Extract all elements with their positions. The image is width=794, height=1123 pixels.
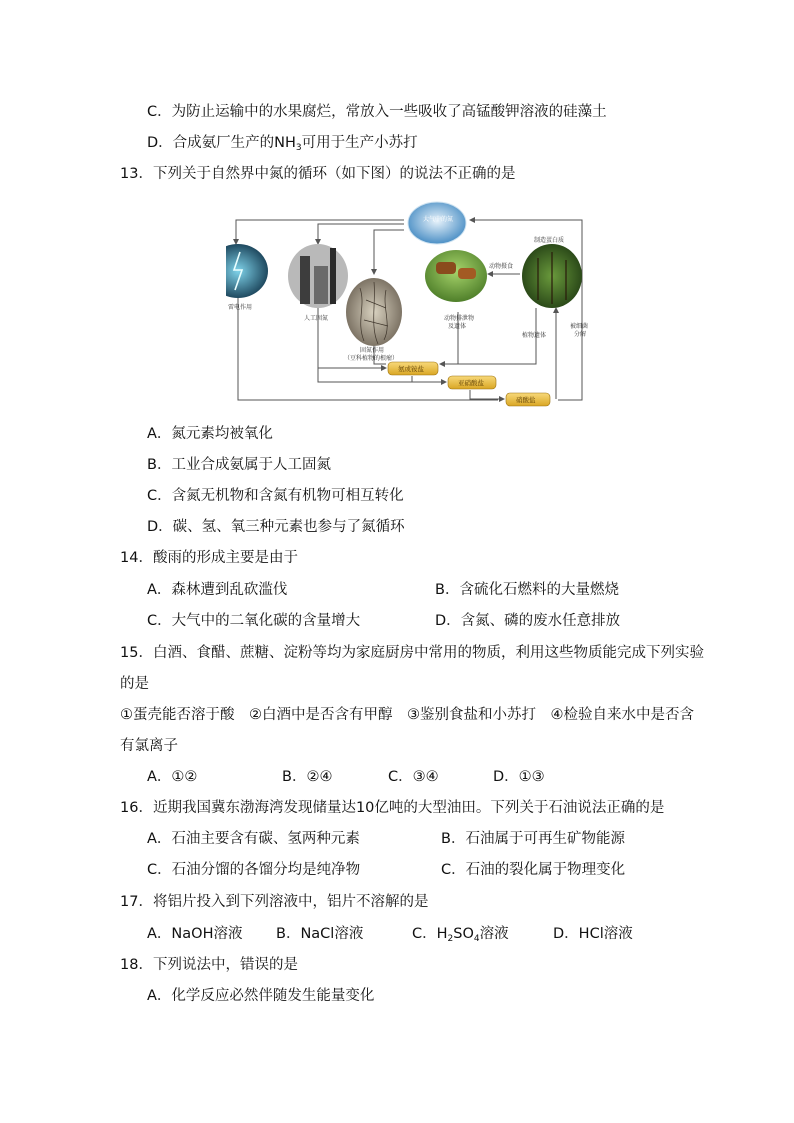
q17-option-c-mid: SO: [453, 926, 474, 942]
q16-option-b: B．石油属于可再生矿物能源: [441, 831, 625, 847]
bacteria-label-2: 分解: [574, 331, 587, 338]
bacteria-label: 被细菌: [570, 323, 588, 330]
q15-option-b: B．②④: [282, 769, 333, 785]
q15-items-line1: ①蛋壳能否溶于酸 ②白酒中是否含有甲醇 ③鉴别食盐和小苏打 ④检验自来水中是否含: [120, 707, 694, 723]
q15-option-d: D．①③: [493, 769, 545, 785]
q17-option-c-post: 溶液: [479, 926, 509, 942]
q13-option-a: A．氮元素均被氧化: [147, 426, 273, 442]
q13-option-c: C．含氮无机物和含氮有机物可相互转化: [147, 488, 404, 504]
q17-option-d: D．HCl溶液: [553, 926, 633, 942]
q17-option-c: [412, 924, 509, 949]
cattle-label: 动物排泄物: [444, 315, 475, 322]
q16-option-a: A．石油主要含有碳、氢两种元素: [147, 831, 360, 847]
sky-icon: [408, 202, 466, 244]
q17-stem: 17．将铝片投入到下列溶液中，铝片不溶解的是: [120, 894, 429, 910]
ammonium-box-label: 氨或铵盐: [398, 365, 424, 373]
q14-stem: 14．酸雨的形成主要是由于: [120, 550, 298, 566]
q17-option-c-sub2: 4: [473, 934, 480, 944]
q14-option-b: B．含硫化石燃料的大量燃烧: [435, 582, 619, 598]
q12-option-d-sub: 3: [295, 143, 302, 153]
nitrite-box-label: 亚硝酸盐: [458, 379, 484, 387]
sky-label: 大气中的氮: [423, 216, 454, 223]
q16-stem: 16．近期我国冀东渤海湾发现储量达10亿吨的大型油田。下列关于石油说法正确的是: [120, 800, 665, 816]
factory-label: 人工固氮: [304, 315, 329, 322]
q15-stem-line2: 的是: [120, 676, 149, 692]
q17-option-b: B．NaCl溶液: [276, 926, 364, 942]
plant-remains-label: 植物遗体: [522, 332, 547, 339]
eating-label: 动物摄食: [489, 263, 514, 270]
cattle-icon: [425, 250, 487, 302]
q13-stem: 13．下列关于自然界中氮的循环（如下图）的说法不正确的是: [120, 166, 516, 182]
q14-option-c: C．大气中的二氧化碳的含量增大: [147, 613, 361, 629]
roots-label: 固氮作用: [360, 347, 385, 354]
q12-option-d-post: 可用于生产小苏打: [301, 135, 418, 151]
roots-sublabel: （豆科植物的根瘤）: [344, 355, 399, 362]
q15-option-a: A．①②: [147, 769, 198, 785]
lightning-icon: [226, 244, 268, 298]
q15-stem-line1: 15．白酒、食醋、蔗糖、淀粉等均为家庭厨房中常用的物质，利用这些物质能完成下列实验: [120, 645, 704, 661]
q14-option-d: D．含氮、磷的废水任意排放: [435, 613, 621, 629]
q16-option-c: C．石油分馏的各馏分均是纯净物: [147, 862, 361, 878]
q14-option-a: A．森林遭到乱砍滥伐: [147, 582, 288, 598]
nitrate-box-label: 硝酸盐: [516, 396, 536, 404]
lightning-label: 雷电作用: [228, 304, 253, 311]
q15-items-line2: 有氯离子: [120, 738, 178, 754]
q17-option-a: A．NaOH溶液: [147, 926, 243, 942]
q17-option-c-pre: C．H: [412, 926, 448, 942]
forest-label: 制造蛋白质: [534, 237, 565, 244]
cattle-label-2: 及遗体: [448, 323, 467, 330]
nitrogen-cycle-diagram: [226, 196, 588, 410]
q13-option-d: D．碳、氢、氧三种元素也参与了氮循环: [147, 519, 405, 535]
q13-option-b: B．工业合成氨属于人工固氮: [147, 457, 331, 473]
q17-option-c-sub1: 2: [447, 934, 454, 944]
q12-option-d-pre: D．合成氨厂生产的NH: [147, 135, 296, 151]
q12-option-d: [147, 133, 418, 158]
q16-option-d: C．石油的裂化属于物理变化: [441, 862, 626, 878]
q18-option-a: A．化学反应必然伴随发生能量变化: [147, 988, 375, 1004]
q15-option-c: C．③④: [388, 769, 439, 785]
q18-stem: 18．下列说法中，错误的是: [120, 957, 298, 973]
q12-option-c: C．为防止运输中的水果腐烂，常放入一些吸收了高锰酸钾溶液的硅藻土: [147, 104, 607, 120]
